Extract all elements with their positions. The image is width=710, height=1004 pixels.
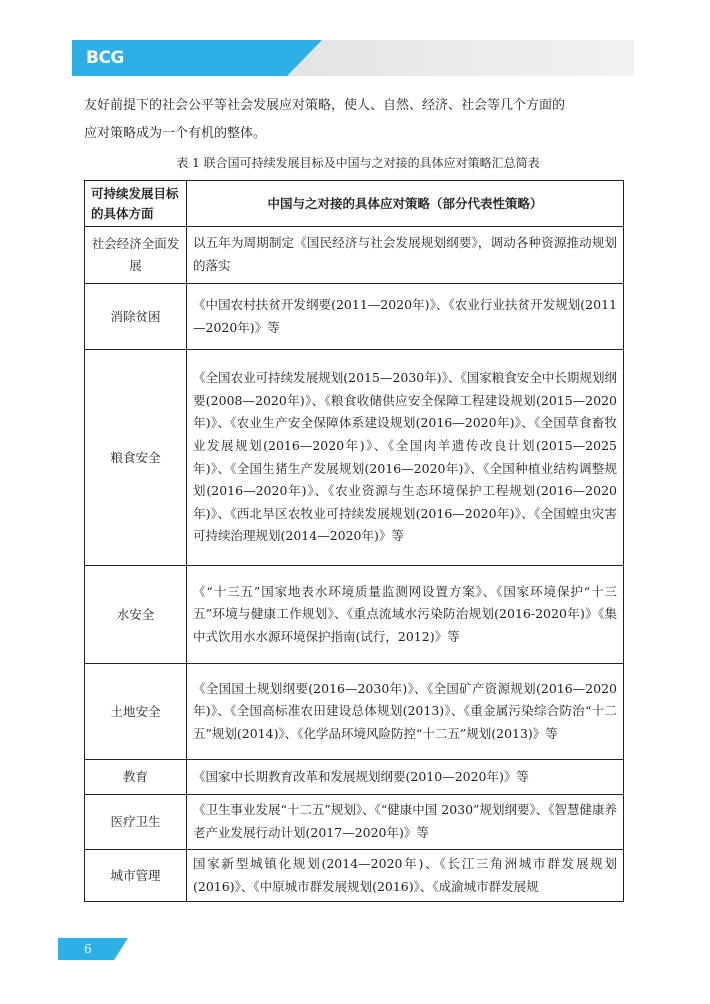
table-row xyxy=(85,664,624,760)
row-strategy: 《国家中长期教育改革和发展规划纲要(2010—2020年)》等 xyxy=(187,760,624,795)
page-number-tab xyxy=(58,938,128,960)
header-aspect: 可持续发展目标的具体方面 xyxy=(85,181,187,227)
intro-line-2: 应对策略成为一个有机的整体。 xyxy=(84,126,267,141)
page-number: 6 xyxy=(84,942,92,956)
table-row xyxy=(85,227,624,284)
row-strategy: 《中国农村扶贫开发纲要(2011—2020年)》、《农业行业扶贫开发规划(2011—2020年)》等 xyxy=(187,284,624,350)
intro-line-1: 友好前提下的社会公平等社会发展应对策略，使人、自然、经济、社会等几个方面的 xyxy=(84,98,566,113)
row-aspect: 医疗卫生 xyxy=(85,795,187,850)
table-row xyxy=(85,760,624,795)
bcg-logo: BCG xyxy=(86,48,124,68)
row-aspect: 水安全 xyxy=(85,566,187,664)
header-strategy: 中国与之对接的具体应对策略（部分代表性策略） xyxy=(187,181,624,227)
row-aspect: 粮食安全 xyxy=(85,350,187,566)
row-aspect: 教育 xyxy=(85,760,187,795)
table-row xyxy=(85,795,624,850)
row-aspect: 土地安全 xyxy=(85,664,187,760)
strategy-table xyxy=(84,180,624,902)
row-strategy: 国家新型城镇化规划(2014—2020年)、《长江三角洲城市群发展规划(2016)》、《中原城市群发展规划(2016)》、《成渝城市群发展规 xyxy=(187,850,624,902)
table-row xyxy=(85,350,624,566)
table-row xyxy=(85,284,624,350)
table-row xyxy=(85,566,624,664)
table-header-row xyxy=(85,181,624,227)
row-strategy: 《全国国土规划纲要(2016—2030年)》、《全国矿产资源规划(2016—2020年)》、《全国高标准农田建设总体规划(2013)》、《重金属污染综合防治“十二五”规划(2014)》、《化学品环境风险防控“十二五”规划(2013)》等 xyxy=(187,664,624,760)
row-aspect: 社会经济全面发展 xyxy=(85,227,187,284)
row-aspect: 消除贫困 xyxy=(85,284,187,350)
intro-paragraph xyxy=(84,92,632,148)
row-strategy: 以五年为周期制定《国民经济与社会发展规划纲要》，调动各种资源推动规划的落实 xyxy=(187,227,624,284)
table-row xyxy=(85,850,624,902)
row-strategy: 《全国农业可持续发展规划(2015—2030年)》、《国家粮食安全中长期规划纲要(2008—2020年)》、《粮食收储供应安全保障工程建设规划(2015—2020年)》、《农业生产安全保障体系建设规划(2016—2020年)》、《全国草食畜牧业发展规划(2016—2020年)》、《全国肉羊遗传改良计划(2015—2025年)》、《全国生猪生产发展规划(2016—2020年)》、《全国种植业结构调整规划(2016—2020年)》、《农业资源与生态环境保护工程规划(2016—2020年)》、《西北旱区农牧业可持续发展规划(2016—2020年)》、《全国蝗虫灾害可持续治理规划(2014—2020年)》等 xyxy=(187,350,624,566)
table-caption: 表 1 联合国可持续发展目标及中国与之对接的具体应对策略汇总简表 xyxy=(176,156,540,170)
row-strategy: 《卫生事业发展“十二五”规划》、《“健康中国 2030”规划纲要》、《智慧健康养老产业发展行动计划(2017—2020年)》等 xyxy=(187,795,624,850)
row-aspect: 城市管理 xyxy=(85,850,187,902)
row-strategy: 《“十三五”国家地表水环境质量监测网设置方案》、《国家环境保护“十三五”环境与健康工作规划》、《重点流域水污染防治规划(2016-2020年)》《集中式饮用水水源环境保护指南(试行，2012)》等 xyxy=(187,566,624,664)
